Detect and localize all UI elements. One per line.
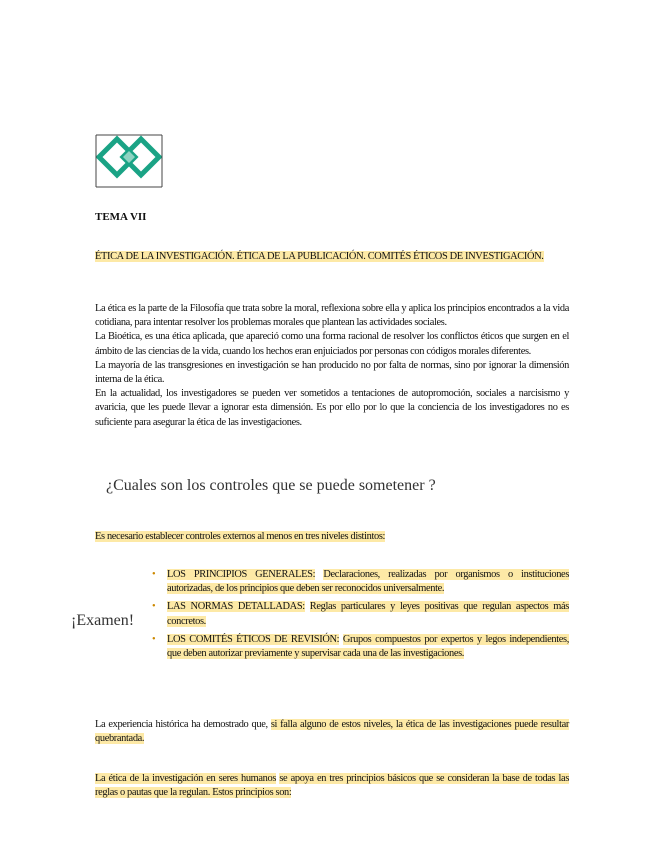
list-item [152,600,569,628]
bullet-icon: • [152,633,156,645]
control-levels-list [152,568,569,665]
bullet-icon: • [152,569,156,580]
ethics-paragraph [95,772,569,800]
level-text: Reglas particulares y leyes positivas que regulan aspectos más concretos. [167,601,569,627]
tema-heading: TEMA VII [95,211,147,223]
page-title [95,250,569,264]
list-item [152,568,569,596]
experience-paragraph [95,718,569,746]
ethics-lead: La ética de la investigación en seres humanos [95,773,277,784]
level-text: Grupos compuestos por expertos y legos independientes, que deben autorizar previamente y supervisar cada una de las investigaciones. [167,633,570,660]
level-text: Declaraciones, realizadas por organismos o instituciones autorizadas, de los principios que deben ser reconocidos universalmente. [167,569,570,595]
intro-paragraph: La Bioética, es una ética aplicada, que apareció como una forma racional de resolver los conflictos éticos que surgen en el ámbito de las ciencias de la vida, cuando los hechos eran enjuiciados por personas con códigos morales diferentes. [95,331,569,357]
controls-intro-text: Es necesario establecer controles externos al menos en tres niveles distintos: [95,531,386,542]
experience-lead: La experiencia histórica ha demostrado que, [95,719,268,730]
exam-note: ¡Examen! [71,612,135,629]
experience-highlight: si falla alguno de estos niveles, la ética de las investigaciones puede resultar quebrantada. [95,719,569,745]
intro-paragraph: La mayoría de las transgresiones en investigación se han producido no por falta de normas, sino por ignorar la dimensión interna de la ética. [95,359,569,386]
interlocked-diamonds-icon [95,133,163,189]
intro-paragraph: En la actualidad, los investigadores se pueden ver sometidos a tentaciones de autopromoción, sociales a narcisismo y avaricia, que les puede llevar a ignorar esta dimensión. Es por ello por lo que la conciencia de los investigadores no es suficiente para asegurar la ética de las investigaciones. [95,388,569,428]
bullet-icon: • [152,601,156,613]
intro-section [95,302,569,430]
question-heading: ¿Cuales son los controles que se puede sometener ? [106,477,436,494]
intro-paragraph: La ética es la parte de la Filosofía que trata sobre la moral, reflexiona sobre ella y aplica los principios encontrados a la vida cotidiana, para intentar resolver los problemas morales que plantean las actividades sociales. [95,303,569,329]
title-text: ÉTICA DE LA INVESTIGACIÓN. ÉTICA DE LA PUBLICACIÓN. COMITÉS ÉTICOS DE INVESTIGACIÓN. [95,251,544,262]
controls-intro [95,530,569,544]
ethics-highlight: se apoya en tres principios básicos que se consideran la base de todas las reglas o pautas que la regulan. Estos principios son: [95,773,570,799]
level-label: LOS PRINCIPIOS GENERALES: [167,569,316,580]
list-item [152,633,569,661]
level-label: LOS COMITÉS ÉTICOS DE REVISIÓN: [167,633,340,645]
level-label: LAS NORMAS DETALLADAS: [167,601,305,613]
